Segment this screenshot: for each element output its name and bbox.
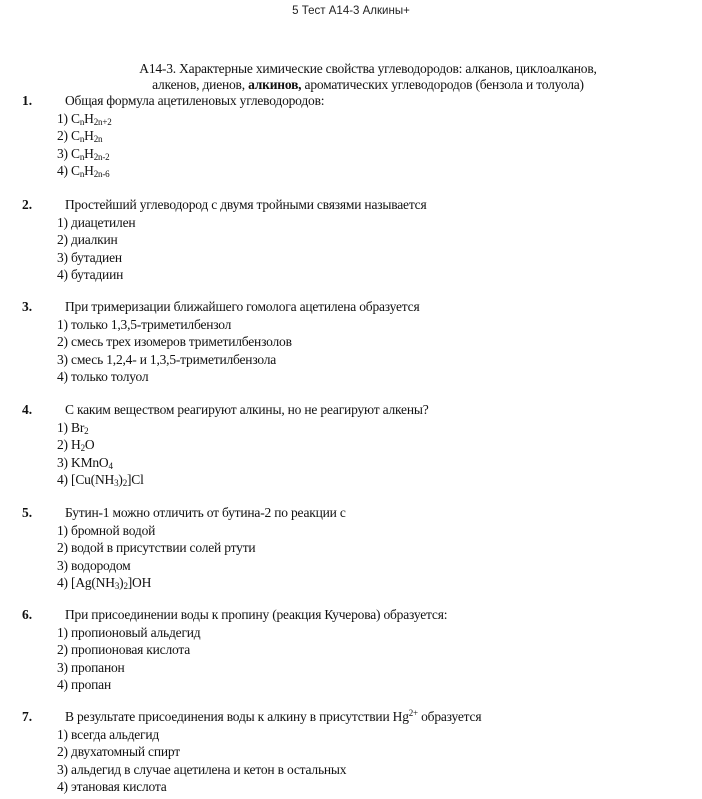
answer-option-1 [57,316,292,333]
answer-option-4 [57,471,144,488]
answer-option-3 [57,761,346,778]
answer-option-1 [57,522,255,539]
text-run: бутадиин [71,267,124,283]
answer-option-1 [57,726,346,743]
title-line-2-start: алкенов, диенов, [152,77,249,92]
option-number: 1) [57,215,72,230]
text-run: C [71,163,80,179]
text-run: пропионовый альдегид [71,625,201,640]
answer-option-2 [57,436,144,453]
answer-option-4 [57,368,292,385]
subscript: 2n-2 [93,151,110,162]
option-number: 4) [57,369,72,385]
options-list [57,316,292,386]
options-list [57,419,144,489]
option-number: 2) [57,128,72,144]
text-run: бромной водой [71,523,156,538]
question-number: 2. [22,197,33,212]
question-number: 1. [22,93,33,108]
option-number: 3) [57,249,72,265]
option-number: 4) [57,267,72,283]
text-run: ) [118,472,123,488]
question-text: С каким веществом реагируют алкины, но не реагируют алкены? [65,402,429,417]
option-number: 2) [57,744,72,760]
question-text: При присоединении воды к пропину (реакция Кучерова) образуется: [65,607,448,622]
subscript: 2n+2 [93,117,112,127]
question-text: Простейший углеводород с двумя тройными связями называется [65,197,427,212]
text-run: [Ag(NH [71,575,115,591]
answer-option-2 [57,641,200,658]
answer-option-3 [57,249,135,266]
answer-option-4 [57,162,112,179]
answer-option-1 [57,110,112,127]
title-line-2-end: ароматических углеводородов (бензола и толуола) [301,77,584,92]
subscript: n [79,117,85,127]
question-text: При тримеризации ближайшего гомолога ацетилена образуется [65,299,420,314]
title-line-2-bold: алкинов, [248,77,302,92]
text-run: двухатомный спирт [71,744,180,760]
text-run: ) [119,575,124,591]
answer-option-4 [57,778,346,795]
question-number: 6. [22,607,33,622]
option-number: 3) [57,351,72,367]
text-run: В результате присоединения воды к алкину в присутствии Hg [65,709,409,724]
option-number: 2) [57,540,72,556]
text-run: диалкин [71,232,118,248]
option-number: 1) [57,625,72,640]
text-run: H [84,145,94,161]
text-run: пропан [71,677,111,693]
text-run: KMnO [71,454,109,470]
question-text: Общая формула ацетиленовых углеводородов: [65,93,325,108]
answer-option-4 [57,266,135,283]
text-run: пропанон [71,659,125,675]
text-run: всегда альдегид [71,727,160,742]
text-run: ]OH [127,575,152,591]
text-run: только 1,3,5-триметилбензол [71,317,232,332]
text-run: альдегид в случае ацетилена и кетон в остальных [71,761,347,777]
answer-option-3 [57,145,112,162]
option-number: 1) [57,727,72,742]
subscript: 3 [114,478,119,489]
text-run: только толуол [71,369,149,385]
text-run: диацетилен [71,215,136,230]
option-number: 3) [57,761,72,777]
answer-option-2 [57,743,346,760]
text-run: O [84,437,95,453]
text-run: смесь трех изомеров триметилбензолов [71,334,292,350]
option-number: 4) [57,677,72,693]
option-number: 1) [57,523,72,538]
document-title [60,61,676,93]
option-number: 2) [57,334,72,350]
answer-option-3 [57,659,200,676]
option-number: 3) [57,557,72,573]
superscript: 2+ [408,708,418,718]
option-number: 4) [57,575,72,591]
answer-option-2 [57,539,255,556]
question-number: 4. [22,402,33,417]
subscript: n [79,169,85,180]
text-run: образуется [417,709,482,724]
question-number: 5. [22,505,33,520]
question-text: Бутин-1 можно отличить от бутина-2 по реакции с [65,505,346,520]
subscript: 2 [80,443,85,454]
answer-option-4 [57,574,255,591]
answer-option-4 [57,676,200,693]
subscript: 2 [84,426,89,436]
text-run: пропионовая кислота [71,642,191,658]
answer-option-1 [57,214,135,231]
option-number: 1) [57,420,72,435]
text-run: H [84,163,94,179]
text-run: C [71,111,80,126]
page-header: 5 Тест А14-3 Алкины+ [292,5,410,17]
option-number: 4) [57,779,72,795]
options-list [57,522,255,592]
answer-option-3 [57,454,144,471]
options-list [57,726,346,796]
title-line-1: А14-3. Характерные химические свойства углеводородов: алканов, циклоалканов, [139,61,597,76]
answer-option-1 [57,624,200,641]
option-number: 3) [57,454,72,470]
answer-option-2 [57,231,135,248]
options-list [57,214,135,284]
subscript: n [79,151,85,162]
subscript: 2 [123,581,128,592]
text-run: бутадиен [71,249,122,265]
text-run: H [84,128,94,144]
option-number: 3) [57,659,72,675]
option-number: 4) [57,163,72,179]
text-run: водородом [71,557,131,573]
option-number: 3) [57,145,72,161]
option-number: 2) [57,642,72,658]
option-number: 1) [57,111,72,126]
subscript: n [79,134,85,145]
text-run: этановая кислота [71,779,167,795]
subscript: 2 [122,478,127,489]
question-number: 7. [22,709,33,724]
text-run: C [71,145,80,161]
question-text [65,709,481,725]
title-line-2 [60,77,676,93]
text-run: H [84,111,94,126]
option-number: 2) [57,437,72,453]
text-run: смесь 1,2,4- и 1,3,5-триметилбензола [71,351,277,367]
option-number: 2) [57,232,72,248]
subscript: 2n-6 [93,169,110,180]
text-run: C [71,128,80,144]
option-number: 1) [57,317,72,332]
subscript: 4 [108,460,113,471]
answer-option-1 [57,419,144,436]
option-number: 4) [57,472,72,488]
text-run: ]Cl [127,472,144,488]
question-number: 3. [22,299,33,314]
text-run: водой в присутствии солей ртути [71,540,256,556]
text-run: H [71,437,81,453]
options-list [57,110,112,180]
answer-option-2 [57,333,292,350]
text-run: Br [71,420,85,435]
answer-option-3 [57,557,255,574]
options-list [57,624,200,694]
answer-option-2 [57,127,112,144]
answer-option-3 [57,351,292,368]
subscript: 3 [114,581,120,592]
subscript: 2n [93,134,103,145]
text-run: [Cu(NH [71,472,115,488]
